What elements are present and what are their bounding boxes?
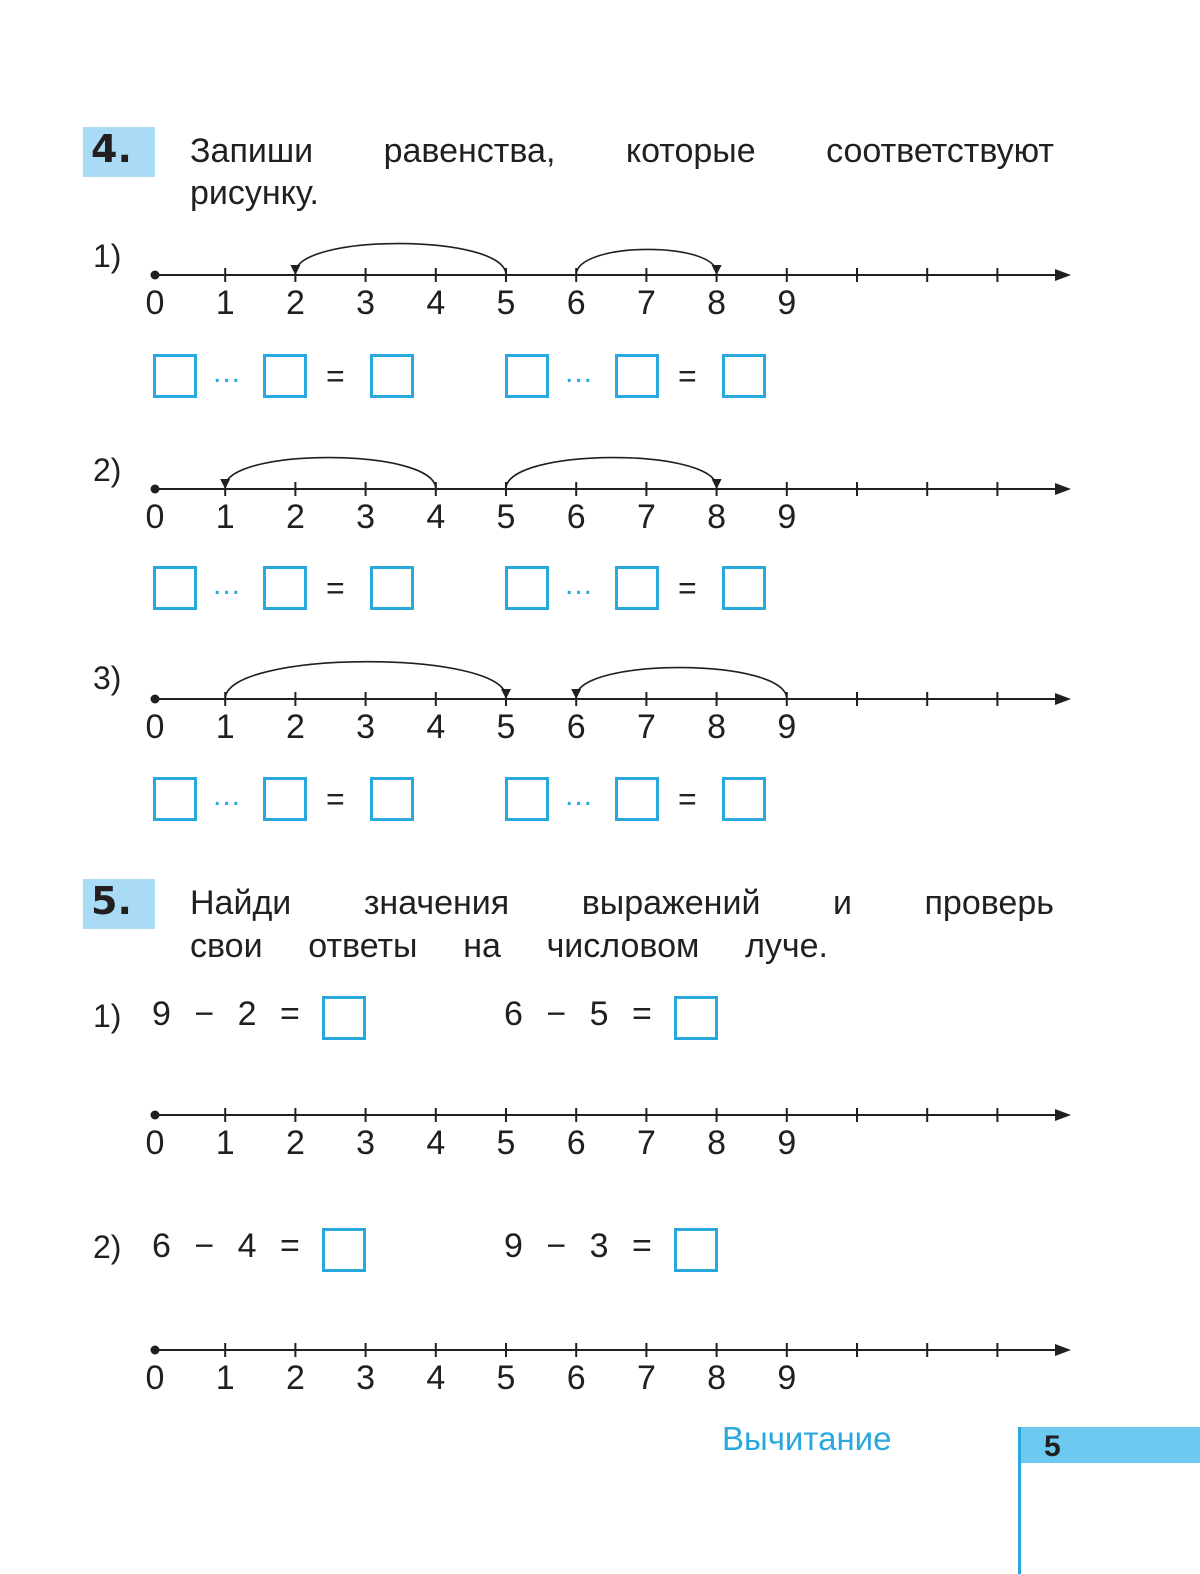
number-line-tick-label: 9: [777, 708, 797, 746]
number-line-tick-label: 3: [356, 708, 376, 746]
number-line-tick-label: 4: [426, 1124, 446, 1162]
number-line-arrowhead: [1055, 1344, 1071, 1356]
task-4-number: 4.: [91, 127, 132, 171]
number-line-tick-label: 6: [566, 284, 586, 322]
answer-box[interactable]: [263, 354, 307, 398]
number-line-origin-dot: [151, 695, 160, 704]
number-line-tick-label: 1: [215, 1124, 235, 1162]
equals-sign: =: [326, 781, 345, 817]
task-4-item-1-label: 1): [93, 238, 122, 274]
number-line-tick-label: 0: [145, 1359, 165, 1397]
operation-placeholder: ...: [565, 356, 594, 389]
number-line-tick-label: 2: [285, 1359, 305, 1397]
answer-box[interactable]: [370, 777, 414, 821]
number-line-tick-label: 8: [707, 708, 727, 746]
number-line-tick-label: 6: [566, 1359, 586, 1397]
answer-box[interactable]: [615, 354, 659, 398]
task-5-instruction-line1: Найди значения выражений и проверь: [190, 884, 1054, 922]
task-5-item-2-expression-left: 6 − 4 =: [152, 1227, 300, 1265]
operation-placeholder: ...: [213, 356, 242, 389]
number-line-tick-label: 7: [636, 498, 656, 536]
operation-placeholder: ...: [565, 568, 594, 601]
answer-box[interactable]: [153, 566, 197, 610]
number-line-tick-label: 9: [777, 1359, 797, 1397]
number-line-tick-label: 8: [707, 498, 727, 536]
number-line-tick-label: 4: [426, 708, 446, 746]
number-line-arrowhead: [1055, 483, 1071, 495]
task-4-item-1-equations: [0, 354, 1200, 402]
operation-placeholder: ...: [565, 779, 594, 812]
task-4-instruction-line1: Запиши равенства, которые соответствуют: [190, 132, 1054, 170]
section-title: Вычитание: [722, 1420, 892, 1457]
number-line-tick-label: 9: [777, 1124, 797, 1162]
number-line-tick-label: 5: [496, 498, 516, 536]
number-line-tick-label: 8: [707, 1124, 727, 1162]
page-margin-line: [1018, 1427, 1021, 1574]
number-line-tick-label: 4: [426, 284, 446, 322]
task-5-item-1-label: 1): [93, 998, 122, 1034]
task-4-instruction-line2: рисунку.: [190, 174, 319, 212]
answer-box[interactable]: [505, 354, 549, 398]
number-line-tick-label: 0: [145, 708, 165, 746]
number-line-tick-label: 4: [426, 498, 446, 536]
answer-box[interactable]: [263, 566, 307, 610]
number-line-tick-label: 3: [356, 1359, 376, 1397]
number-line-arrowhead: [1055, 1109, 1071, 1121]
number-line-arrowhead: [1055, 269, 1071, 281]
number-line-tick-label: 9: [777, 498, 797, 536]
number-line-tick-label: 3: [356, 498, 376, 536]
page-number: 5: [1044, 1430, 1061, 1463]
task-5-item-2-label: 2): [93, 1229, 122, 1265]
number-line-origin-dot: [151, 485, 160, 494]
task-4-badge: [83, 127, 155, 177]
equals-sign: =: [678, 781, 697, 817]
equals-sign: =: [326, 358, 345, 394]
number-line-tick-label: 9: [777, 284, 797, 322]
answer-box[interactable]: [615, 777, 659, 821]
number-line-origin-dot: [151, 1346, 160, 1355]
answer-box[interactable]: [505, 777, 549, 821]
number-line-tick-label: 6: [566, 708, 586, 746]
equals-sign: =: [678, 570, 697, 606]
answer-box[interactable]: [153, 354, 197, 398]
operation-placeholder: ...: [213, 779, 242, 812]
task-5-item-2-number-line: [140, 1295, 1070, 1405]
task-5-item-2-answer-box-right[interactable]: [674, 1228, 718, 1272]
number-line-tick-label: 2: [285, 284, 305, 322]
equals-sign: =: [326, 570, 345, 606]
number-line-tick-label: 2: [285, 498, 305, 536]
number-line-tick-label: 7: [636, 1124, 656, 1162]
task-5-instruction-line2: свои ответы на числовом луче.: [190, 927, 828, 965]
number-line-tick-label: 8: [707, 284, 727, 322]
task-5-item-1-answer-box-right[interactable]: [674, 996, 718, 1040]
number-line-tick-label: 1: [215, 498, 235, 536]
number-line-tick-label: 1: [215, 284, 235, 322]
task-4-item-1-number-line: [140, 220, 1070, 330]
jump-arc-arrow: [506, 458, 717, 489]
number-line-tick-label: 7: [636, 284, 656, 322]
task-4-item-2-label: 2): [93, 452, 122, 488]
answer-box[interactable]: [722, 566, 766, 610]
task-5-badge: [83, 879, 155, 929]
number-line-origin-dot: [151, 271, 160, 280]
number-line-tick-label: 0: [145, 284, 165, 322]
answer-box[interactable]: [615, 566, 659, 610]
task-4-item-3-number-line: [140, 644, 1070, 754]
number-line-tick-label: 7: [636, 708, 656, 746]
number-line-tick-label: 3: [356, 284, 376, 322]
number-line-tick-label: 7: [636, 1359, 656, 1397]
answer-box[interactable]: [505, 566, 549, 610]
task-5-item-1-expression-left: 9 − 2 =: [152, 995, 300, 1033]
number-line-tick-label: 5: [496, 708, 516, 746]
number-line-tick-label: 1: [215, 708, 235, 746]
task-5-item-2-expression-right: 9 − 3 =: [504, 1227, 652, 1265]
jump-arc-arrow: [225, 458, 436, 489]
task-4-item-2-equations: [0, 566, 1200, 614]
number-line-tick-label: 5: [496, 1359, 516, 1397]
number-line-tick-label: 3: [356, 1124, 376, 1162]
number-line-arrowhead: [1055, 693, 1071, 705]
number-line-tick-label: 6: [566, 1124, 586, 1162]
number-line-tick-label: 1: [215, 1359, 235, 1397]
jump-arc-arrow: [576, 668, 787, 699]
task-5-item-1-answer-box-left[interactable]: [322, 996, 366, 1040]
number-line-tick-label: 0: [145, 1124, 165, 1162]
number-line-origin-dot: [151, 1111, 160, 1120]
task-4-item-2-number-line: [140, 434, 1070, 544]
task-5-item-1-expression-right: 6 − 5 =: [504, 995, 652, 1033]
task-5-item-1-number-line: [140, 1060, 1070, 1170]
number-line-tick-label: 2: [285, 1124, 305, 1162]
number-line-tick-label: 6: [566, 498, 586, 536]
number-line-tick-label: 0: [145, 498, 165, 536]
number-line-tick-label: 4: [426, 1359, 446, 1397]
equals-sign: =: [678, 358, 697, 394]
task-5-item-2-answer-box-left[interactable]: [322, 1228, 366, 1272]
operation-placeholder: ...: [213, 568, 242, 601]
task-4-item-3-label: 3): [93, 660, 122, 696]
number-line-tick-label: 5: [496, 1124, 516, 1162]
number-line-tick-label: 2: [285, 708, 305, 746]
answer-box[interactable]: [370, 566, 414, 610]
answer-box[interactable]: [722, 354, 766, 398]
task-5-number: 5.: [91, 879, 132, 923]
jump-arc-arrow: [295, 244, 506, 275]
answer-box[interactable]: [263, 777, 307, 821]
answer-box[interactable]: [153, 777, 197, 821]
task-4-item-3-equations: [0, 777, 1200, 825]
answer-box[interactable]: [722, 777, 766, 821]
number-line-tick-label: 5: [496, 284, 516, 322]
number-line-tick-label: 8: [707, 1359, 727, 1397]
answer-box[interactable]: [370, 354, 414, 398]
